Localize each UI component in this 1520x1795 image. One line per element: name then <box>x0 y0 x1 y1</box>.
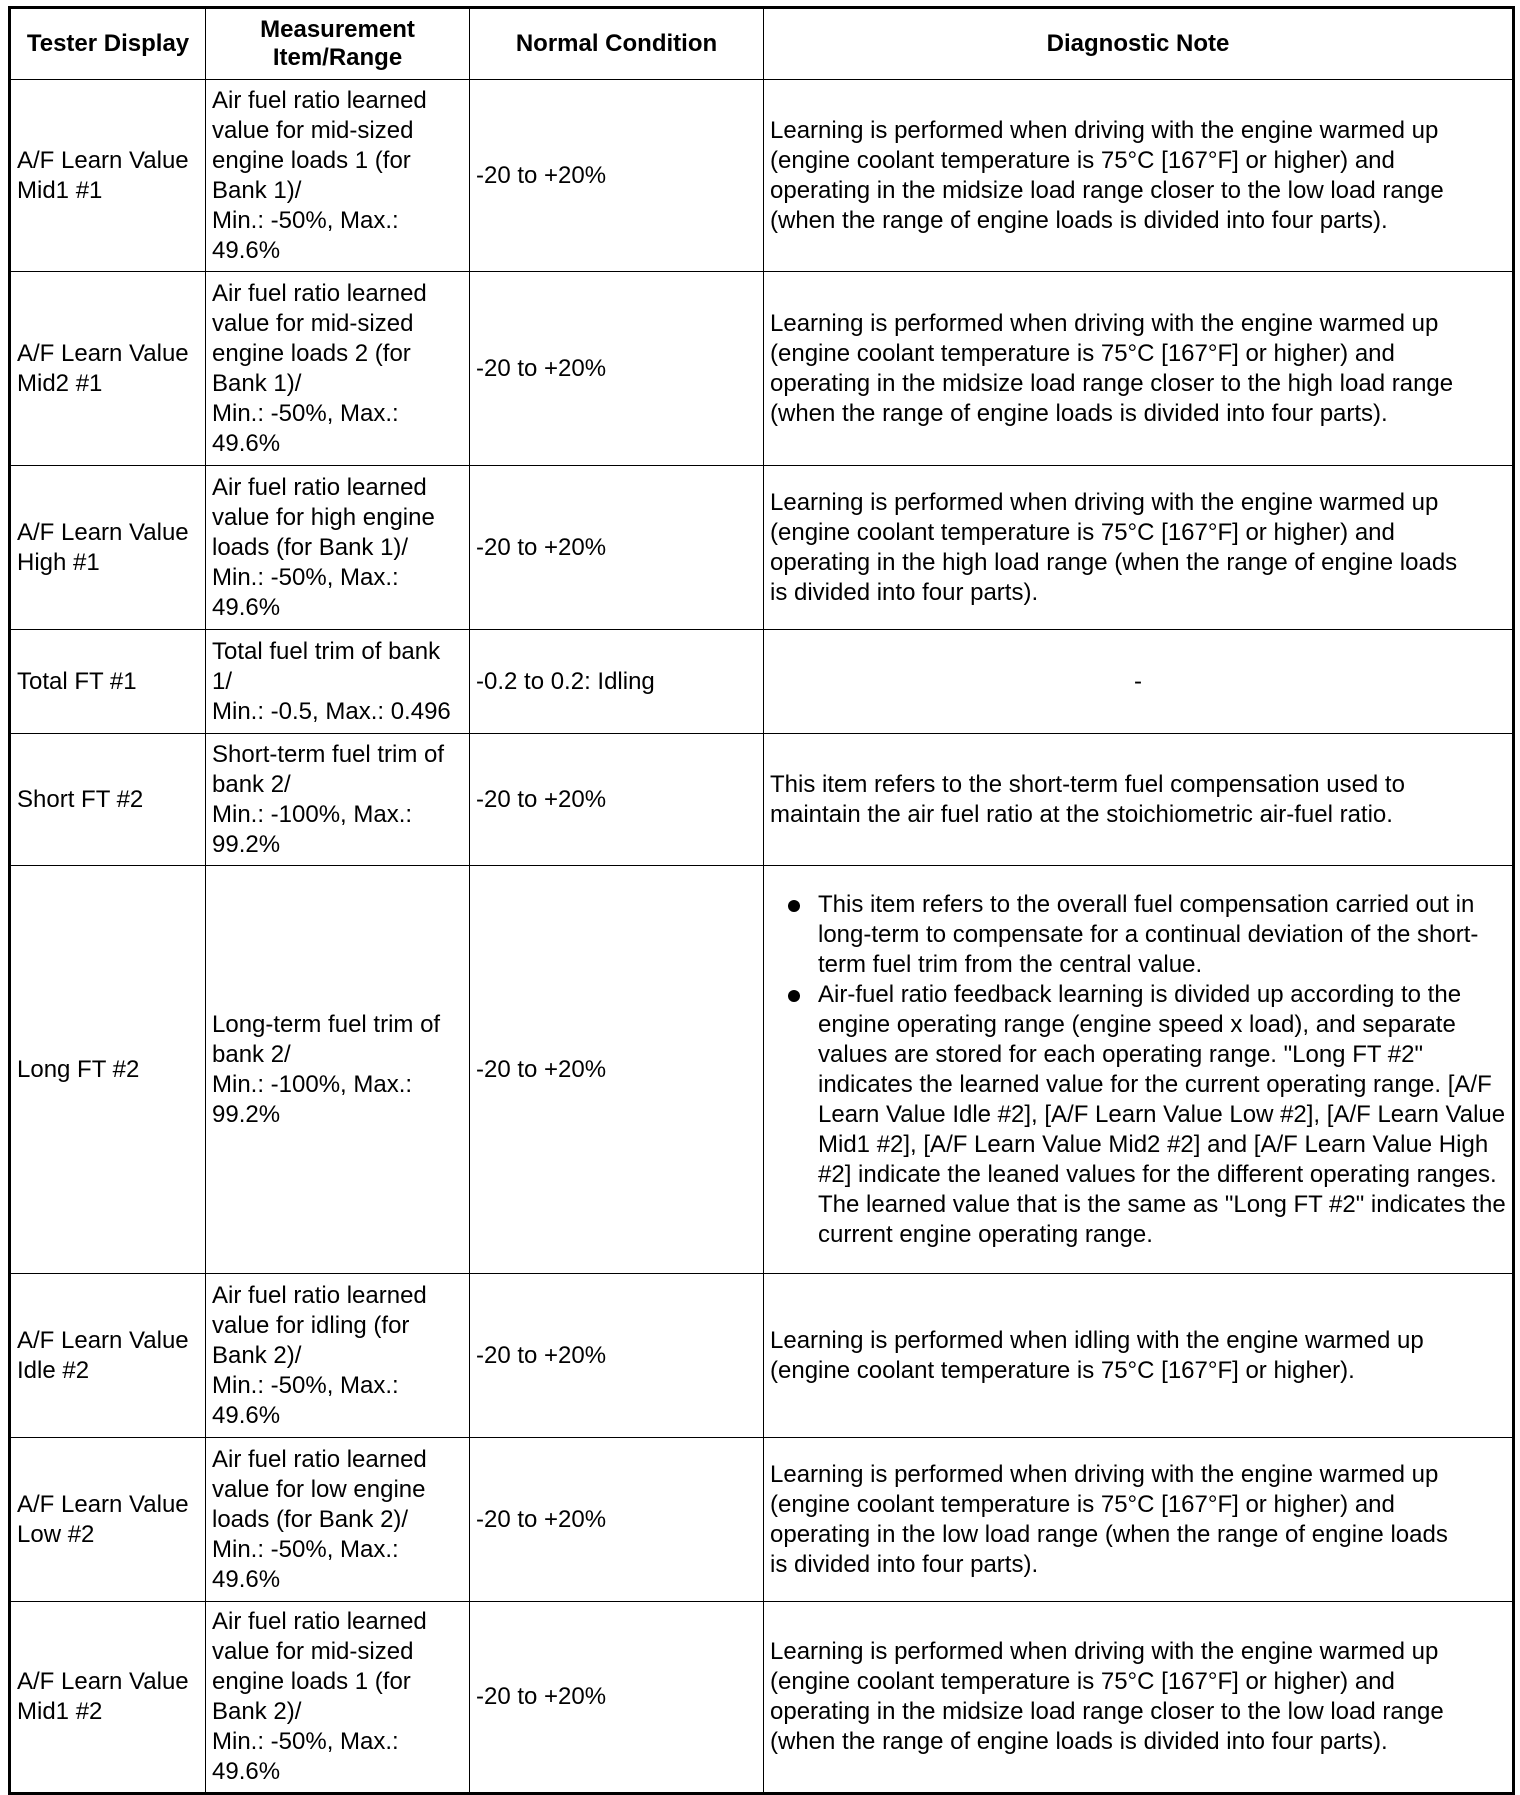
tester-display-cell: Total FT #1 <box>10 630 206 734</box>
normal-condition-cell: -20 to +20% <box>470 1602 764 1794</box>
diagnostic-note-cell: - <box>764 630 1514 734</box>
diagnostic-note-cell: Learning is performed when idling with the engine warmed up (engine coolant temperature is 75°C [167°F] or higher). <box>764 1274 1514 1438</box>
data-list-table <box>8 6 1515 1795</box>
table-row <box>10 1438 1514 1602</box>
tester-display-cell: Short FT #2 <box>10 734 206 866</box>
table-row <box>10 1274 1514 1438</box>
table-row <box>10 734 1514 866</box>
tester-display-cell: A/F Learn Value Low #2 <box>10 1438 206 1602</box>
measurement-cell: Long-term fuel trim of bank 2/ Min.: -100%, Max.: 99.2% <box>206 866 470 1274</box>
header-normal-condition: Normal Condition <box>470 8 764 80</box>
diagnostic-note-cell: This item refers to the short-term fuel compensation used to maintain the air fuel ratio at the stoichiometric air-fuel ratio. <box>764 734 1514 866</box>
normal-condition-cell: -20 to +20% <box>470 734 764 866</box>
normal-condition-cell: -20 to +20% <box>470 1438 764 1602</box>
normal-condition-cell: -20 to +20% <box>470 466 764 630</box>
diagnostic-note-cell: Learning is performed when driving with the engine warmed up (engine coolant temperature is 75°C [167°F] or higher) and operating in the low load range (when the range of engine loads is divided into four parts). <box>764 1438 1514 1602</box>
tester-display-cell: Long FT #2 <box>10 866 206 1274</box>
tester-display-cell: A/F Learn Value Idle #2 <box>10 1274 206 1438</box>
measurement-cell: Air fuel ratio learned value for mid-sized engine loads 1 (for Bank 1)/ Min.: -50%, Max.: 49.6% <box>206 80 470 272</box>
tester-display-cell: A/F Learn Value Mid1 #1 <box>10 80 206 272</box>
data-list-table-container <box>8 6 1512 1784</box>
measurement-cell: Air fuel ratio learned value for mid-sized engine loads 1 (for Bank 2)/ Min.: -50%, Max.: 49.6% <box>206 1602 470 1794</box>
normal-condition-cell: -20 to +20% <box>470 80 764 272</box>
normal-condition-cell: -20 to +20% <box>470 1274 764 1438</box>
measurement-cell: Short-term fuel trim of bank 2/ Min.: -100%, Max.: 99.2% <box>206 734 470 866</box>
header-measurement-item-range: Measurement Item/Range <box>206 8 470 80</box>
normal-condition-cell: -20 to +20% <box>470 272 764 466</box>
table-row <box>10 630 1514 734</box>
measurement-cell: Air fuel ratio learned value for high engine loads (for Bank 1)/ Min.: -50%, Max.: 49.6% <box>206 466 470 630</box>
table-row <box>10 1602 1514 1794</box>
diagnostic-note-cell: Learning is performed when driving with the engine warmed up (engine coolant temperature is 75°C [167°F] or higher) and operating in the midsize load range closer to the low load range (when the range of engine loads is divided into four parts). <box>764 80 1514 272</box>
header-tester-display: Tester Display <box>10 8 206 80</box>
diagnostic-note-cell <box>764 866 1514 1274</box>
header-row <box>10 8 1514 80</box>
bullet-item: This item refers to the overall fuel compensation carried out in long-term to compensate for a continual deviation of the short-term fuel trim from the central value. <box>770 890 1506 980</box>
header-diagnostic-note: Diagnostic Note <box>764 8 1514 80</box>
table-row <box>10 272 1514 466</box>
tester-display-cell: A/F Learn Value Mid1 #2 <box>10 1602 206 1794</box>
tester-display-cell: A/F Learn Value High #1 <box>10 466 206 630</box>
bullet-item: Air-fuel ratio feedback learning is divided up according to the engine operating range (engine speed x load), and separate values are stored for each operating range. "Long FT #2" indicates the learned value for the current operating range. [A/F Learn Value Idle #2], [A/F Learn Value Low #2], [A/F Learn Value Mid1 #2], [A/F Learn Value Mid2 #2] and [A/F Learn Value High #2] indicate the leaned values for the different operating ranges. The learned value that is the same as "Long FT #2" indicates the current engine operating range. <box>770 980 1506 1250</box>
diagnostic-note-bullet-list <box>770 890 1506 1250</box>
table-row <box>10 80 1514 272</box>
measurement-cell: Total fuel trim of bank 1/ Min.: -0.5, Max.: 0.496 <box>206 630 470 734</box>
diagnostic-note-cell: Learning is performed when driving with the engine warmed up (engine coolant temperature is 75°C [167°F] or higher) and operating in the midsize load range closer to the low load range (when the range of engine loads is divided into four parts). <box>764 1602 1514 1794</box>
normal-condition-cell: -20 to +20% <box>470 866 764 1274</box>
tester-display-cell: A/F Learn Value Mid2 #1 <box>10 272 206 466</box>
measurement-cell: Air fuel ratio learned value for mid-sized engine loads 2 (for Bank 1)/ Min.: -50%, Max.: 49.6% <box>206 272 470 466</box>
diagnostic-note-cell: Learning is performed when driving with the engine warmed up (engine coolant temperature is 75°C [167°F] or higher) and operating in the high load range (when the range of engine loads is divided into four parts). <box>764 466 1514 630</box>
diagnostic-note-cell: Learning is performed when driving with the engine warmed up (engine coolant temperature is 75°C [167°F] or higher) and operating in the midsize load range closer to the high load range (when the range of engine loads is divided into four parts). <box>764 272 1514 466</box>
table-row <box>10 466 1514 630</box>
measurement-cell: Air fuel ratio learned value for idling (for Bank 2)/ Min.: -50%, Max.: 49.6% <box>206 1274 470 1438</box>
table-row <box>10 866 1514 1274</box>
normal-condition-cell: -0.2 to 0.2: Idling <box>470 630 764 734</box>
measurement-cell: Air fuel ratio learned value for low engine loads (for Bank 2)/ Min.: -50%, Max.: 49.6% <box>206 1438 470 1602</box>
